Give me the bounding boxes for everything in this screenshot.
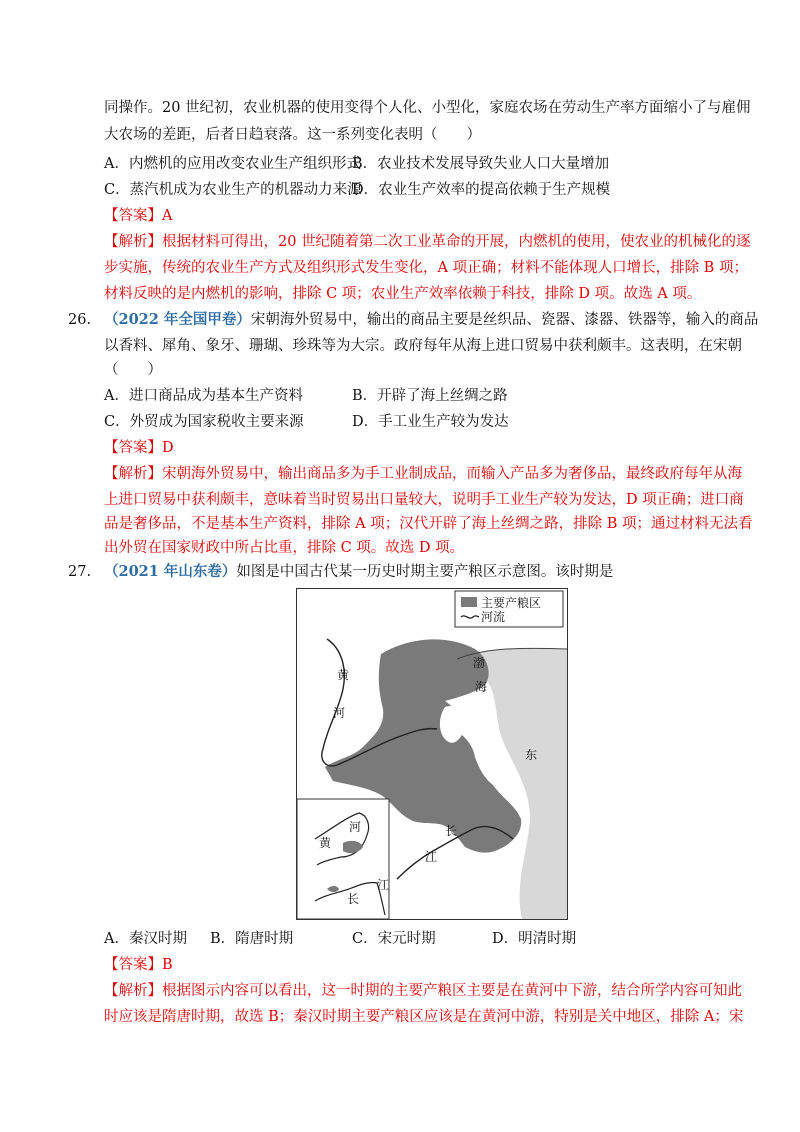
q26-analysis-line4: 出外贸在国家财政中所占比重，排除 C 项。故选 D 项。 bbox=[104, 540, 465, 556]
q26-answer: 【答案】D bbox=[104, 440, 174, 456]
q26-stem-line1-row bbox=[104, 310, 758, 330]
q25-analysis-line1: 【解析】根据材料可得出，20 世纪随着第二次工业革命的开展，内燃机的使用，使农业的机械化的逐 bbox=[104, 234, 751, 250]
legend-grain-label: 主要产粮区 bbox=[481, 596, 542, 610]
grain-region-map bbox=[296, 588, 568, 920]
inset-label-he: 河 bbox=[349, 820, 362, 834]
label-bo: 渤 bbox=[473, 656, 486, 670]
q25-stem-line2: 大农场的差距，后者日趋衰落。这一系列变化表明（ ） bbox=[104, 127, 481, 143]
q27-source: （2021 年山东卷） bbox=[104, 563, 237, 580]
inset-label-huang: 黄 bbox=[319, 836, 332, 850]
inset-label-chang: 长 bbox=[347, 892, 360, 906]
q25-analysis-line3: 材料反映的是内燃机的影响，排除 C 项；农业生产效率依赖于科技，排除 D 项。故选 A 项。 bbox=[104, 286, 702, 302]
q27-option-a: A．秦汉时期 bbox=[104, 931, 187, 947]
q26-option-c: C．外贸成为国家税收主要来源 bbox=[104, 414, 304, 430]
label-hai: 海 bbox=[475, 680, 488, 694]
q26-analysis-line2: 上进口贸易中获利颇丰，意味着当时贸易出口量较大，说明手工业生产较为发达，D 项正确；进口商 bbox=[104, 492, 744, 508]
inset-label-jiang: 江 bbox=[377, 878, 390, 892]
q26-analysis-line3: 品是奢侈品，不是基本生产资料，排除 A 项；汉代开辟了海上丝绸之路，排除 B 项；通过材料无法看 bbox=[104, 516, 753, 532]
q27-stem: 如图是中国古代某一历史时期主要产粮区示意图。该时期是 bbox=[236, 564, 614, 580]
q26-stem-line2: 以香料、犀角、象牙、珊瑚、珍珠等为大宗。政府每年从海上进口贸易中获利颇丰。这表明，在宋朝 bbox=[104, 338, 742, 354]
q26-option-b: B．开辟了海上丝绸之路 bbox=[352, 388, 508, 404]
q26-option-d: D．手工业生产较为发达 bbox=[352, 414, 509, 430]
q27-number: 27. bbox=[68, 564, 92, 580]
q26-stem-line1: 宋朝海外贸易中，输出的商品主要是丝织品、瓷器、漆器、铁器等，输入的商品 bbox=[250, 312, 759, 328]
label-dong: 东 bbox=[525, 748, 538, 762]
q27-option-c: C．宋元时期 bbox=[352, 931, 436, 947]
label-jiang: 江 bbox=[425, 850, 438, 864]
q25-answer: 【答案】A bbox=[104, 208, 173, 224]
q27-option-d: D．明清时期 bbox=[492, 931, 577, 947]
label-huang: 黄 bbox=[337, 668, 350, 682]
q27-analysis-line2: 时应该是隋唐时期，故选 B；秦汉时期主要产粮区应该是在黄河中游，特别是关中地区，排除 A；宋 bbox=[104, 1009, 744, 1025]
q25-option-b: B．农业技术发展导致失业人口大量增加 bbox=[352, 156, 610, 172]
q26-stem-line3: （ ） bbox=[104, 362, 162, 378]
q25-option-d: D．农业生产效率的提高依赖于生产规模 bbox=[352, 182, 611, 198]
q25-option-c: C．蒸汽机成为农业生产的机器动力来源 bbox=[104, 182, 362, 198]
legend-grain-swatch bbox=[461, 597, 477, 607]
q25-option-a: A．内燃机的应用改变农业生产组织形式 bbox=[104, 156, 361, 172]
q27-stem-row bbox=[104, 562, 613, 582]
q26-source: （2022 年全国甲卷） bbox=[104, 311, 251, 328]
q27-option-b: B．隋唐时期 bbox=[210, 931, 294, 947]
label-he: 河 bbox=[333, 706, 346, 720]
label-chang: 长 bbox=[445, 824, 458, 838]
q26-analysis-line1: 【解析】宋朝海外贸易中，输出商品多为手工业制成品，而输入产品多为奢侈品，最终政府每年从海 bbox=[104, 466, 742, 482]
q26-option-a: A．进口商品成为基本生产资料 bbox=[104, 388, 303, 404]
q26-number: 26. bbox=[68, 312, 92, 328]
q25-analysis-line2: 步实施，传统的农业生产方式及组织形式发生变化，A 项正确；材料不能体现人口增长，排除 B 项； bbox=[104, 260, 748, 276]
q27-answer: 【答案】B bbox=[104, 957, 173, 973]
q27-analysis-line1: 【解析】根据图示内容可以看出，这一时期的主要产粮区主要是在黄河中下游，结合所学内容可知此 bbox=[104, 983, 742, 999]
q25-stem-line1: 同操作。20 世纪初，农业机器的使用变得个人化、小型化，家庭农场在劳动生产率方面缩小了与雇佣 bbox=[104, 100, 751, 116]
legend-river-label: 河流 bbox=[481, 610, 506, 624]
inset-map-box bbox=[297, 799, 389, 919]
